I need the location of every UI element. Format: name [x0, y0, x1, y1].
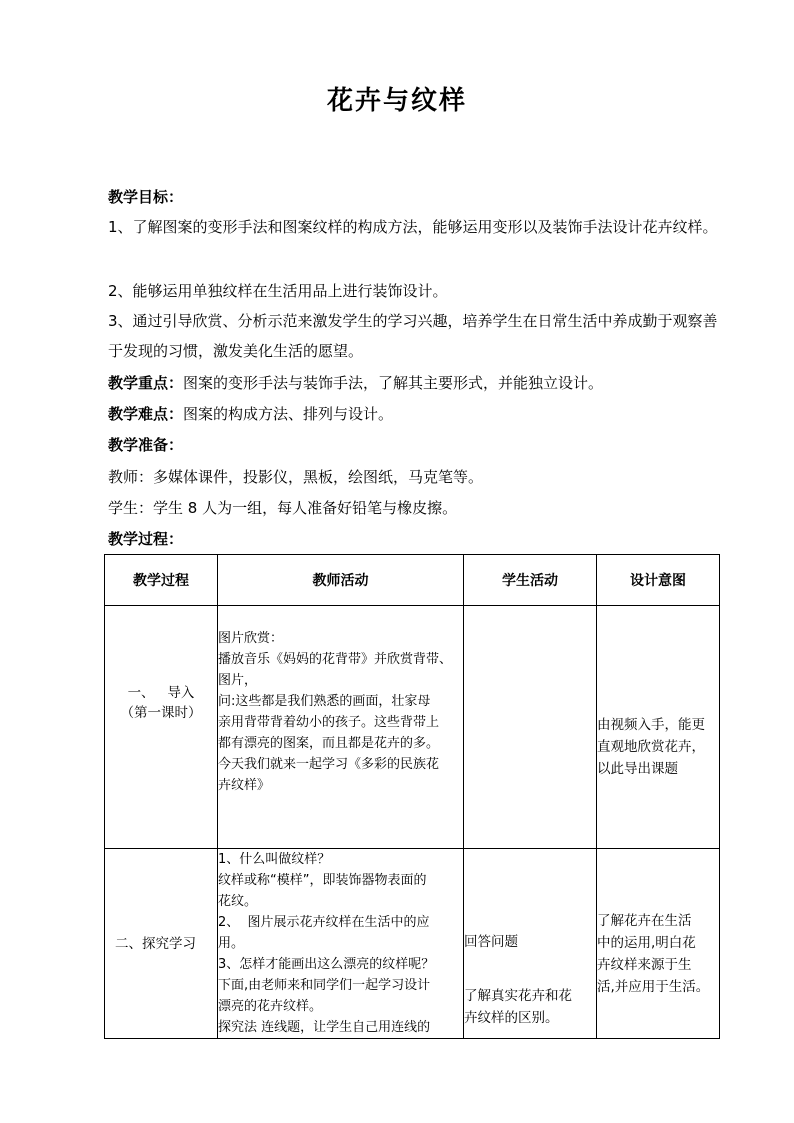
teacher-line: 3、怎样才能画出这么漂亮的纹样呢？ [218, 957, 435, 972]
teacher-line: 卉纹样》 [218, 778, 271, 793]
design-intent-explore [597, 849, 720, 1039]
teacher-line: 漂亮的花卉纹样。 [218, 999, 323, 1014]
teacher-preparation: 教师：多媒体课件，投影仪，黑板，绘图纸，马克笔等。 [108, 468, 484, 486]
key-point-label: 教学重点： [108, 374, 184, 392]
intent-line: 以此导出课题 [597, 761, 678, 777]
student-line: 卉纹样的区别。 [464, 1010, 559, 1026]
key-point [108, 368, 723, 398]
preparation-heading: 教学准备： [108, 436, 184, 454]
page-title: 花卉与纹样 [326, 86, 467, 116]
header-teacher-activity: 教师活动 [218, 555, 464, 606]
student-activity-explore [464, 849, 597, 1039]
objectives-heading: 教学目标： [108, 188, 184, 206]
teacher-line: 1、什么叫做纹样？ [218, 852, 331, 867]
objective-1: 1、了解图案的变形手法和图案纹样的构成方法，能够运用变形以及装饰手法设计花卉纹样。 [108, 218, 718, 236]
teacher-line: 用。 [218, 936, 245, 951]
intent-line: 由视频入手，能更 [597, 717, 705, 733]
process-heading: 教学过程： [108, 530, 184, 548]
table-row [105, 849, 720, 1039]
teacher-line: 纹样或称“模样”，即装饰器物表面的 [218, 873, 427, 888]
intent-line: 中的运用,明白花 [597, 934, 696, 951]
teacher-line: 今天我们就来一起学习《多彩的民族花 [218, 757, 440, 772]
header-student-activity: 学生活动 [464, 555, 597, 606]
teacher-line: 亲用背带背着幼小的孩子。这些背带上 [218, 715, 440, 730]
key-point-text: 图案的变形手法与装饰手法，了解其主要形式，并能独立设计。 [183, 374, 604, 392]
design-intent-intro [597, 606, 720, 849]
difficulty-text: 图案的构成方法、排列与设计。 [183, 405, 394, 423]
teacher-line: 图片欣赏： [218, 631, 284, 646]
teacher-line: 问:这些都是我们熟悉的画面，壮家母 [218, 694, 431, 709]
teacher-line: 图片， [218, 673, 258, 688]
student-preparation: 学生：学生 8 人为一组，每人准备好铅笔与橡皮擦。 [108, 499, 458, 517]
header-design-intent: 设计意图 [597, 555, 720, 606]
teacher-activity-intro [218, 606, 464, 849]
lesson-process-table [104, 554, 720, 1039]
student-line: 了解真实花卉和花 [464, 988, 572, 1004]
stage-cell-explore: 二、探究学习 [105, 849, 218, 1039]
objective-3: 3、通过引导欣赏、分析示范来激发学生的学习兴趣，培养学生在日常生活中养成勤于观察善于发现的习惯，激发美化生活的愿望。 [108, 312, 718, 360]
difficulty-label: 教学难点： [108, 405, 184, 423]
stage-cell-intro [105, 606, 218, 849]
header-stage: 教学过程 [105, 555, 218, 606]
intent-line: 直观地欣赏花卉， [597, 739, 705, 755]
teacher-line: 2、 图片展示花卉纹样在生活中的应 [218, 915, 430, 930]
teacher-line: 探究法 连线题，让学生自己用连线的 [218, 1020, 431, 1035]
teacher-line: 花纹。 [218, 894, 258, 909]
stage-intro-subtitle: （第一课时） [120, 705, 202, 721]
teacher-line: 下面,由老师来和同学们一起学习设计 [218, 978, 431, 993]
intent-line: 活,并应用于生活。 [597, 978, 710, 995]
student-activity-intro [464, 606, 597, 849]
stage-intro-title: 一、 导入 [127, 685, 195, 701]
teacher-line: 都有漂亮的图案，而且都是花卉的多。 [218, 736, 440, 751]
table-row [105, 606, 720, 849]
student-answer: 回答问题 [464, 934, 518, 950]
intent-line: 卉纹样来源于生 [597, 956, 692, 973]
teacher-activity-explore [218, 849, 464, 1039]
difficulty [108, 399, 723, 429]
teacher-line: 播放音乐《妈妈的花背带》并欣赏背带、 [218, 652, 453, 667]
table-header-row [105, 555, 720, 606]
intent-line: 了解花卉在生活 [597, 912, 692, 929]
objective-2: 2、能够运用单独纹样在生活用品上进行装饰设计。 [108, 282, 448, 300]
